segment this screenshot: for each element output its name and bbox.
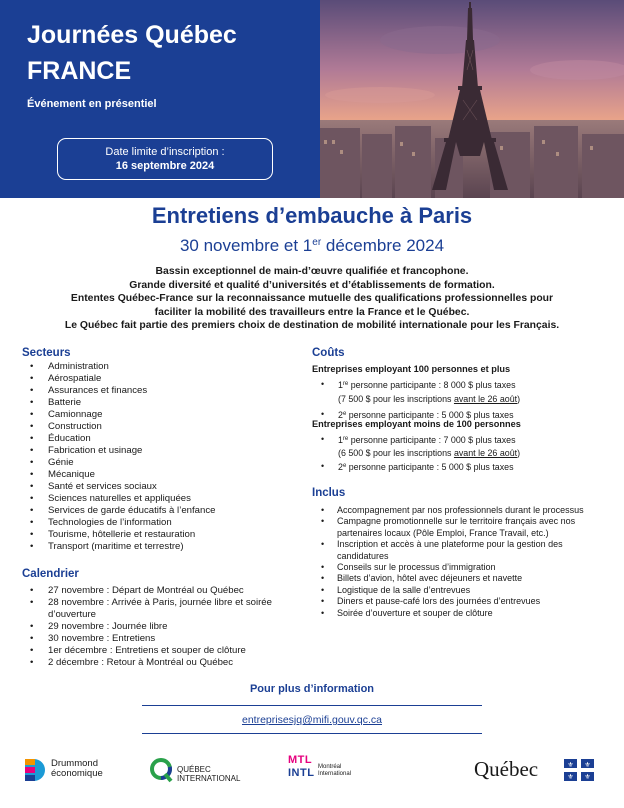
list-item: • Assurances et finances	[22, 385, 292, 397]
list-item-note: (7 500 $ pour les inscriptions avant le 26 août)	[338, 394, 521, 404]
list-item: • Fabrication et usinage	[22, 445, 292, 457]
sectors-list	[22, 361, 292, 553]
intro-line: Le Québec fait partie des premiers choix de destination de mobilité internationale pour les Français.	[64, 320, 560, 332]
svg-text:⚜: ⚜	[584, 761, 591, 769]
qi-swirl-icon	[150, 757, 174, 783]
list-item: • Services de garde éducatifs à l’enfance	[22, 505, 292, 517]
list-item: • Camionnage	[22, 409, 292, 421]
hero-title-line2: FRANCE	[27, 57, 132, 85]
event-type: Événement en présentiel	[27, 98, 157, 110]
hero-blue-panel	[0, 0, 320, 198]
svg-text:⚜: ⚜	[567, 761, 574, 769]
event-date-sup: er	[312, 237, 322, 248]
sectors-heading: Secteurs	[22, 347, 71, 359]
list-item: • Conseils sur le processus d’immigration	[312, 562, 604, 573]
list-item: • Technologies de l’information	[22, 517, 292, 529]
list-item: • 1er décembre : Entretiens et souper de clôture	[22, 645, 282, 657]
calendar-list	[22, 585, 282, 669]
list-item: • Diners et pause-café lors des journées d’entrevues	[312, 596, 604, 607]
deadline-date: 16 septembre 2024	[115, 160, 215, 172]
quebec-flag-icon	[564, 759, 594, 781]
divider-top	[142, 705, 482, 706]
quebec-international-logo	[150, 754, 260, 786]
included-list	[312, 505, 604, 619]
qi-name-2: INTERNATIONAL	[177, 774, 241, 783]
list-item: • 27 novembre : Départ de Montréal ou Québec	[22, 585, 282, 597]
divider-bottom	[142, 733, 482, 734]
list-item: • 2e personne participante : 5 000 $ plus taxes	[312, 408, 612, 421]
drummond-economique-logo	[22, 754, 122, 786]
drummond-name-1: Drummond	[51, 758, 98, 769]
intro-line: Grande diversité et qualité d’universités et d’établissements de formation.	[129, 279, 495, 291]
mtl-mark-bottom: INTL	[288, 767, 315, 779]
mtl-name-2: International	[318, 771, 352, 777]
list-item: • Sciences naturelles et appliquées	[22, 493, 292, 505]
intro-line: Bassin exceptionnel de main-d’œuvre qualifiée et francophone.	[155, 266, 469, 277]
list-item: • Inscription et accès à une plateforme pour la gestion des candidatures	[312, 539, 604, 562]
list-item: • 1re personne participante : 7 000 $ plus taxes	[312, 433, 612, 446]
gouvernement-quebec-logo	[474, 756, 608, 786]
intro-line: Ententes Québec-France sur la reconnaissance mutuelle des qualifications professionnelles pour	[70, 293, 554, 305]
list-item: • 28 novembre : Arrivée à Paris, journée libre et soirée d’ouverture	[22, 597, 282, 621]
svg-text:⚜: ⚜	[584, 773, 591, 781]
list-item: • Administration	[22, 361, 292, 373]
quebec-wordmark: Québec	[474, 757, 539, 781]
calendar-heading: Calendrier	[22, 568, 79, 580]
list-item: • Transport (maritime et terrestre)	[22, 541, 292, 553]
contact-email-link[interactable]: entreprisesjq@mifi.gouv.qc.ca	[241, 714, 383, 726]
list-item: • Santé et services sociaux	[22, 481, 292, 493]
list-item: • Génie	[22, 457, 292, 469]
drummond-name-2: économique	[51, 768, 103, 779]
list-item: • Aérospatiale	[22, 373, 292, 385]
event-date-suffix: décembre 2024	[321, 236, 445, 255]
list-item: • 2e personne participante : 5 000 $ plus taxes	[312, 460, 612, 473]
list-item: • Mécanique	[22, 469, 292, 481]
qi-name-1: QUÉBEC	[177, 765, 211, 774]
list-item: • 29 novembre : Journée libre	[22, 621, 282, 633]
list-item: • Construction	[22, 421, 292, 433]
intro-line: faciliter la mobilité des travailleurs entre la France et le Québec.	[154, 306, 470, 318]
deadline-label: Date limite d’inscription :	[105, 146, 225, 158]
list-item: • Billets d’avion, hôtel avec déjeuners et navette	[312, 573, 604, 584]
costs-heading: Coûts	[312, 347, 345, 359]
deadline-box	[57, 138, 273, 180]
costs-small-label: Entreprises employant moins de 100 personnes	[312, 419, 521, 429]
list-item: • 30 novembre : Entretiens	[22, 633, 282, 645]
costs-large-list	[312, 378, 612, 421]
list-item: • Accompagnement par nos professionnels durant le processus	[312, 505, 604, 516]
svg-text:⚜: ⚜	[567, 773, 574, 781]
list-item: • 2 décembre : Retour à Montréal ou Québec	[22, 657, 282, 669]
included-heading: Inclus	[312, 487, 346, 499]
list-item: • Campagne promotionnelle sur le territoire français avec nos partenaires locaux (Pôle Emploi, France Travail, etc.)	[312, 516, 604, 539]
list-item: • Logistique de la salle d’entrevues	[312, 585, 604, 596]
list-item: • Soirée d’ouverture et souper de clôture	[312, 608, 604, 619]
list-item: • 1re personne participante : 8 000 $ plus taxes	[312, 378, 612, 391]
hero-banner	[0, 0, 624, 198]
paris-eiffel-tower-photo	[320, 0, 624, 198]
list-item: • Batterie	[22, 397, 292, 409]
mtl-name-1: Montréal	[318, 764, 342, 770]
montreal-international-logo	[288, 752, 378, 786]
main-title: Entretiens d’embauche à Paris	[151, 203, 473, 228]
list-item: • Éducation	[22, 433, 292, 445]
hero-title-line1: Journées Québec	[27, 21, 237, 49]
costs-small-list	[312, 433, 612, 473]
drummond-mark-icon	[22, 756, 46, 784]
list-item: • Tourisme, hôtellerie et restauration	[22, 529, 292, 541]
mtl-mark-top: MTL	[288, 754, 313, 766]
costs-large-label: Entreprises employant 100 personnes et plus	[312, 364, 511, 374]
event-dates	[0, 232, 624, 257]
intro-paragraph	[20, 265, 604, 333]
more-info-heading: Pour plus d’information	[249, 683, 375, 695]
list-item-note: (6 500 $ pour les inscriptions avant le 26 août)	[338, 448, 521, 458]
event-date-prefix: 30 novembre et 1	[179, 236, 313, 255]
